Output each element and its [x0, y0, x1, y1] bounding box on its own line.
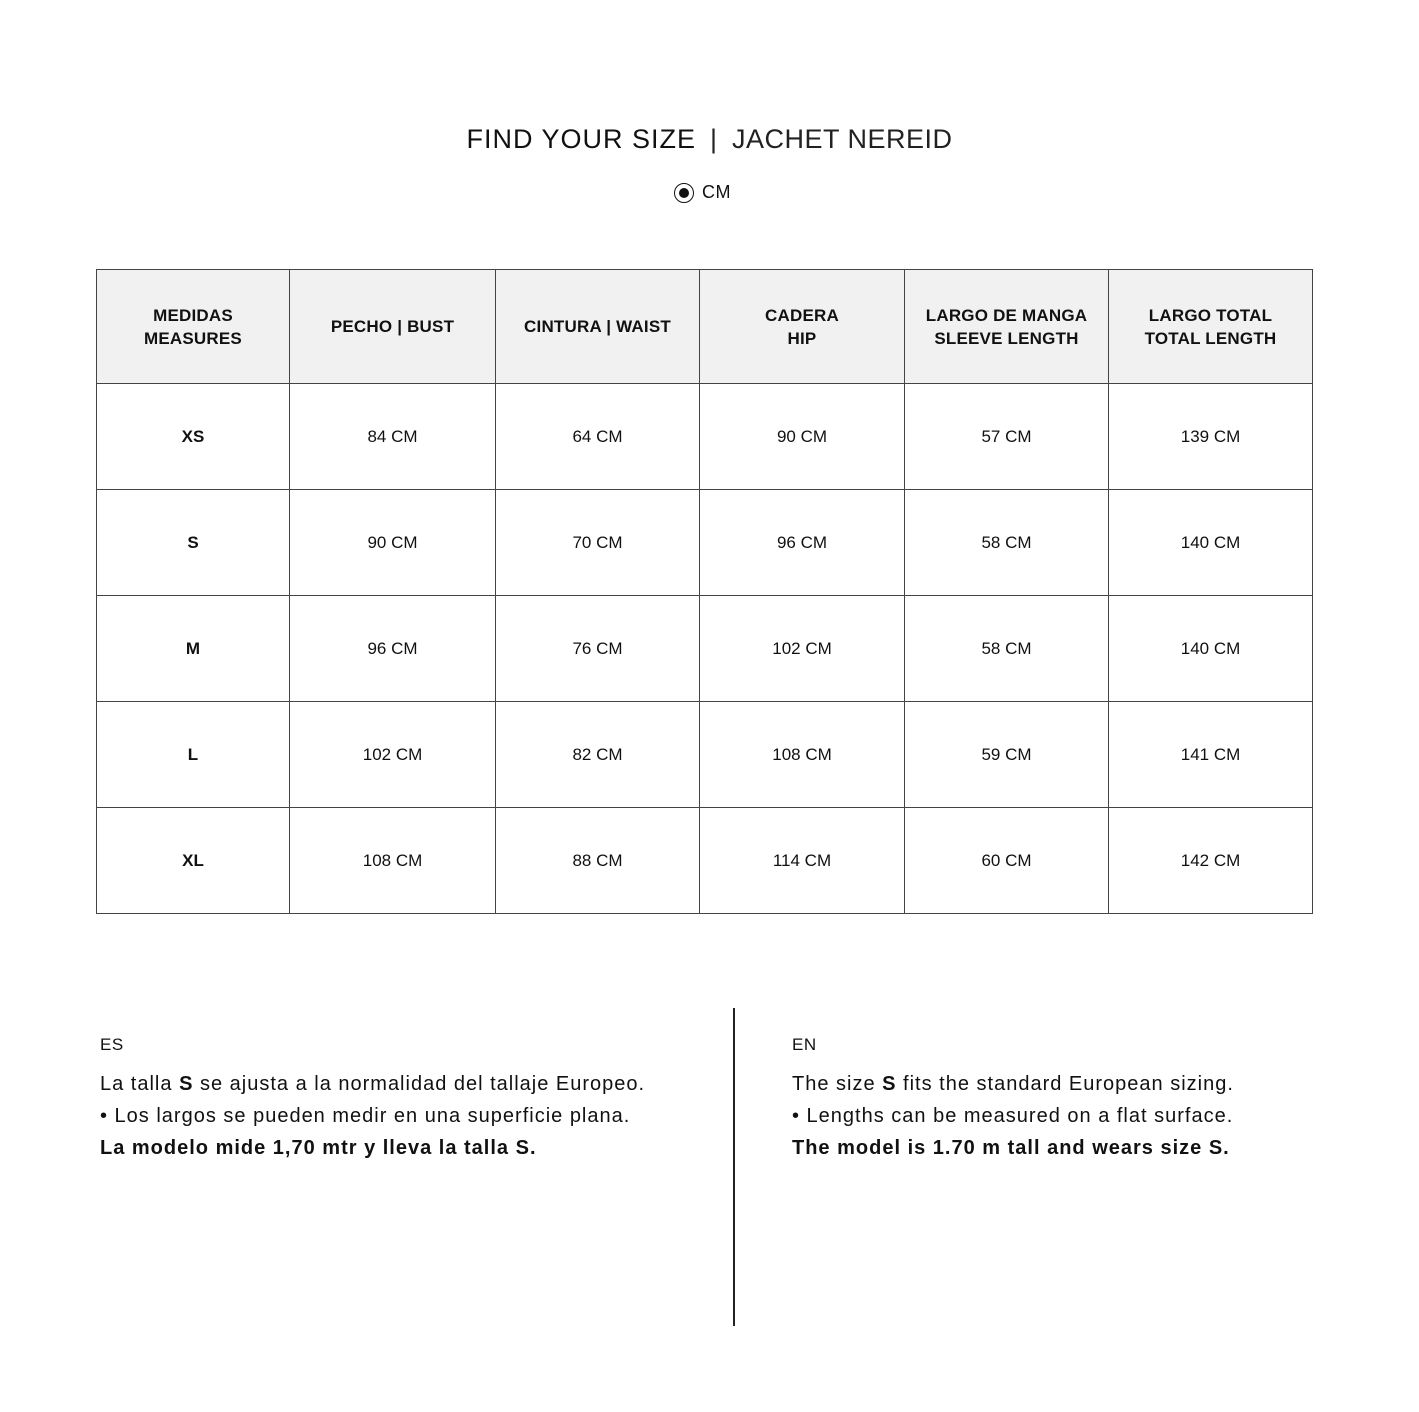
page-title: [0, 124, 1419, 155]
unit-selector[interactable]: [674, 182, 731, 203]
sleeve-cell: 57 CM: [905, 384, 1109, 490]
total-length-cell: 142 CM: [1109, 808, 1313, 914]
hip-cell: 96 CM: [700, 490, 905, 596]
notes-en: [792, 1034, 1234, 1164]
sleeve-cell: 58 CM: [905, 596, 1109, 702]
radio-dot: [679, 188, 689, 198]
table-row: [97, 702, 1313, 808]
header-measures-es: MEDIDAS: [153, 305, 233, 325]
bust-cell: 102 CM: [290, 702, 496, 808]
title-product: JACHET NEREID: [732, 124, 953, 154]
total-length-cell: 140 CM: [1109, 490, 1313, 596]
size-label: S: [97, 490, 290, 596]
notes-es-line3: La modelo mide 1,70 mtr y lleva la talla S.: [100, 1137, 537, 1159]
header-total-es: LARGO TOTAL: [1148, 305, 1273, 325]
table-header-row: [97, 270, 1313, 384]
hip-cell: 114 CM: [700, 808, 905, 914]
header-total-en: TOTAL LENGTH: [1144, 328, 1277, 348]
total-length-cell: 141 CM: [1109, 702, 1313, 808]
notes-en-line1-size: S: [882, 1073, 897, 1095]
total-length-cell: 139 CM: [1109, 384, 1313, 490]
notes-es-line1-size: S: [179, 1073, 194, 1095]
notes-es-line1-pre: La talla: [100, 1073, 180, 1095]
waist-cell: 64 CM: [496, 384, 700, 490]
header-sleeve-en: SLEEVE LENGTH: [934, 328, 1079, 348]
notes-es-line1: [100, 1068, 645, 1100]
notes-en-line1: [792, 1068, 1234, 1100]
bust-cell: 96 CM: [290, 596, 496, 702]
bust-cell: 108 CM: [290, 808, 496, 914]
size-label: L: [97, 702, 290, 808]
header-hip-en: HIP: [787, 328, 817, 348]
header-waist: [496, 270, 700, 384]
total-length-cell: 140 CM: [1109, 596, 1313, 702]
header-measures-en: MEASURES: [144, 328, 242, 348]
radio-selected-icon[interactable]: [674, 183, 694, 203]
title-main: FIND YOUR SIZE: [466, 124, 696, 154]
hip-cell: 90 CM: [700, 384, 905, 490]
waist-cell: 70 CM: [496, 490, 700, 596]
header-sleeve-es: LARGO DE MANGA: [925, 305, 1088, 325]
notes-en-line1-pre: The size: [792, 1073, 883, 1095]
header-total-length: [1109, 270, 1313, 384]
notes-en-line3: The model is 1.70 m tall and wears size S.: [792, 1137, 1230, 1159]
hip-cell: 108 CM: [700, 702, 905, 808]
notes-divider: [733, 1008, 735, 1326]
notes-es-line2: • Los largos se pueden medir en una superficie plana.: [100, 1105, 631, 1127]
notes-en-line2: • Lengths can be measured on a flat surface.: [792, 1105, 1234, 1127]
sleeve-cell: 59 CM: [905, 702, 1109, 808]
notes-en-line1-post: fits the standard European sizing.: [896, 1073, 1234, 1095]
header-waist-label: CINTURA | WAIST: [524, 317, 671, 336]
size-label: XL: [97, 808, 290, 914]
header-measures: [97, 270, 290, 384]
header-hip: [700, 270, 905, 384]
waist-cell: 76 CM: [496, 596, 700, 702]
hip-cell: 102 CM: [700, 596, 905, 702]
table-row: [97, 490, 1313, 596]
bust-cell: 90 CM: [290, 490, 496, 596]
title-separator: |: [709, 124, 718, 154]
table-row: [97, 808, 1313, 914]
header-bust: [290, 270, 496, 384]
header-sleeve-length: [905, 270, 1109, 384]
unit-label: CM: [702, 182, 731, 202]
sleeve-cell: 58 CM: [905, 490, 1109, 596]
notes-en-lang: EN: [792, 1035, 817, 1054]
header-hip-es: CADERA: [765, 305, 839, 325]
bust-cell: 84 CM: [290, 384, 496, 490]
table-row: [97, 384, 1313, 490]
header-bust-label: PECHO | BUST: [330, 317, 455, 336]
table-row: [97, 596, 1313, 702]
size-label: XS: [97, 384, 290, 490]
waist-cell: 88 CM: [496, 808, 700, 914]
notes-es-lang: ES: [100, 1035, 124, 1054]
size-label: M: [97, 596, 290, 702]
sleeve-cell: 60 CM: [905, 808, 1109, 914]
waist-cell: 82 CM: [496, 702, 700, 808]
size-table: [96, 269, 1313, 914]
notes-es: [100, 1034, 645, 1164]
notes-es-line1-post: se ajusta a la normalidad del tallaje Europeo.: [193, 1073, 646, 1095]
